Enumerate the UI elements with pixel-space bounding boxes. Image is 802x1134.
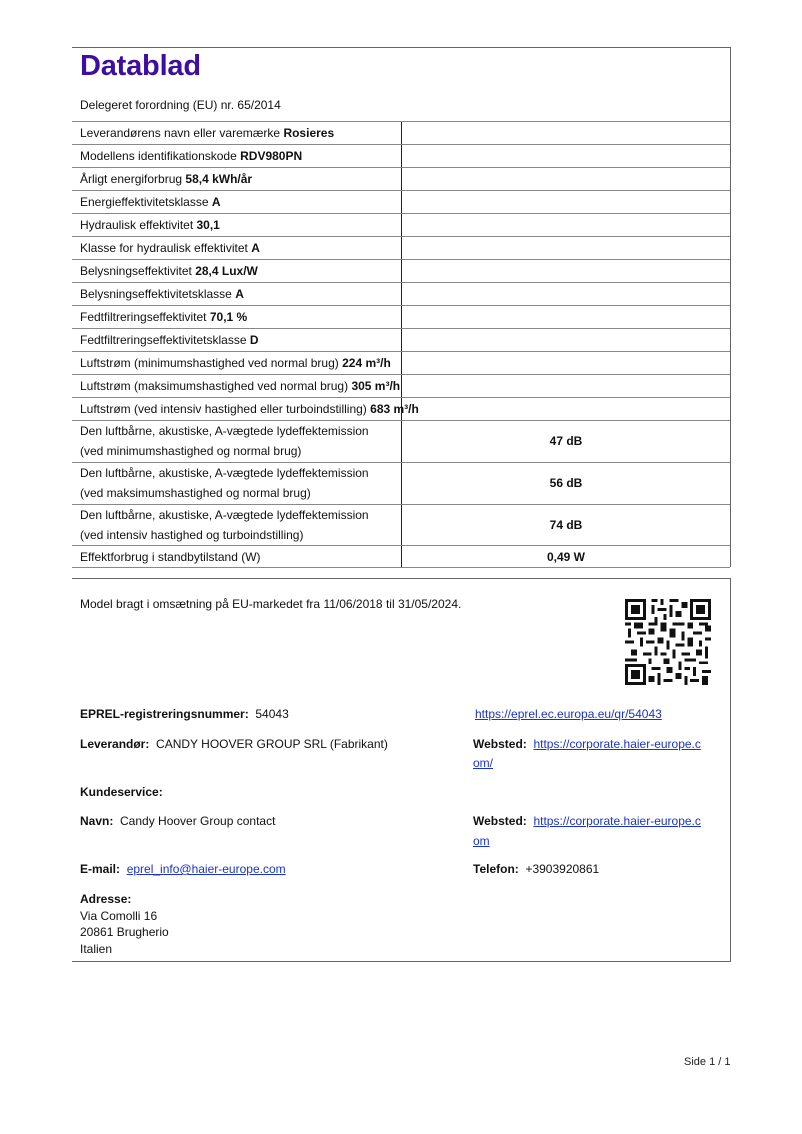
table-bottom-border: [72, 567, 730, 568]
table-row-noise: [72, 462, 730, 504]
contact-name-field: [80, 814, 275, 828]
address-label: Adresse:: [80, 892, 132, 906]
table-row: [72, 121, 730, 144]
cs-website-link-cont[interactable]: om: [473, 834, 490, 848]
row-value: A: [235, 287, 244, 301]
table-row: [72, 374, 730, 397]
row-label: Fedtfiltreringseffektivitet: [80, 310, 207, 324]
table-row: [72, 397, 730, 420]
table-row: [72, 351, 730, 374]
table-row: [72, 213, 730, 236]
row-value: D: [249, 333, 259, 347]
row-label: Effektforbrug i standbytilstand (W): [80, 550, 261, 564]
row-label: Luftstrøm (ved intensiv hastighed eller turboindstilling): [80, 402, 367, 416]
row-value: Rosieres: [283, 126, 335, 140]
customer-service-heading: [80, 785, 163, 799]
cs-website-link[interactable]: https://corporate.haier-europe.c: [533, 814, 701, 828]
address-line: 20861 Brugherio: [80, 925, 169, 939]
row-label-sub: (ved maksimumshastighed og normal brug): [80, 486, 311, 500]
datasheet-table-section: [72, 47, 731, 567]
table-row: [72, 282, 730, 305]
row-label: Leverandørens navn eller varemærke: [80, 126, 281, 140]
row-label: Luftstrøm (minimumshastighed ved normal brug): [80, 356, 339, 370]
table-row: [72, 328, 730, 351]
row-label: Den luftbårne, akustiske, A-vægtede lydeffektemission: [80, 508, 369, 522]
email-label: E-mail:: [80, 862, 121, 876]
supplier-website-link[interactable]: https://corporate.haier-europe.c: [533, 737, 701, 751]
row-value: 30,1: [196, 218, 220, 232]
supplier-info-section: [72, 578, 731, 962]
supplier-website-field: [473, 737, 701, 751]
row-label: Belysningseffektivitet: [80, 264, 192, 278]
eprel-label: EPREL-registreringsnummer:: [80, 707, 249, 721]
row-label: Modellens identifikationskode: [80, 149, 237, 163]
row-label: Belysningseffektivitetsklasse: [80, 287, 232, 301]
phone-label: Telefon:: [473, 862, 519, 876]
phone-number: +3903920861: [525, 862, 600, 876]
row-value: 74 dB: [549, 518, 583, 532]
market-period-text: Model bragt i omsætning på EU-markedet fra 11/06/2018 til 31/05/2024.: [80, 597, 462, 611]
customer-service-label: Kundeservice:: [80, 785, 163, 799]
row-value: 224 m³/h: [342, 356, 391, 370]
cs-website-field: [473, 814, 701, 828]
address-heading: [80, 892, 131, 906]
row-value: 47 dB: [549, 434, 583, 448]
eprel-number: 54043: [255, 707, 289, 721]
row-label: Den luftbårne, akustiske, A-vægtede lydeffektemission: [80, 424, 369, 438]
row-value: A: [251, 241, 260, 255]
row-value: 56 dB: [549, 476, 583, 490]
eprel-link[interactable]: https://eprel.ec.europa.eu/qr/54043: [475, 707, 662, 721]
email-link[interactable]: eprel_info@haier-europe.com: [126, 862, 286, 876]
supplier-label: Leverandør:: [80, 737, 150, 751]
email-field: [80, 862, 286, 876]
table-row: [72, 190, 730, 213]
table-row: [72, 305, 730, 328]
row-label-sub: (ved intensiv hastighed og turboindstilling): [80, 528, 304, 542]
address-line: Via Comolli 16: [80, 909, 158, 923]
table-row-noise: [72, 420, 730, 462]
row-value: 58,4 kWh/år: [185, 172, 253, 186]
row-label: Energieffektivitetsklasse: [80, 195, 209, 209]
row-value: 0,49 W: [546, 550, 585, 564]
table-row: [72, 144, 730, 167]
row-label: Årligt energiforbrug: [80, 172, 183, 186]
table-row: [72, 236, 730, 259]
table-row: [72, 167, 730, 190]
name-label: Navn:: [80, 814, 114, 828]
supplier-name: CANDY HOOVER GROUP SRL (Fabrikant): [156, 737, 388, 751]
table-row-standby: [72, 545, 730, 568]
regulation-subtitle: Delegeret forordning (EU) nr. 65/2014: [80, 98, 281, 112]
phone-field: [473, 862, 599, 876]
row-label: Den luftbårne, akustiske, A-vægtede lydeffektemission: [80, 466, 369, 480]
contact-name: Candy Hoover Group contact: [120, 814, 276, 828]
row-value: A: [211, 195, 221, 209]
row-value: RDV980PN: [240, 149, 303, 163]
row-value: 305 m³/h: [351, 379, 401, 393]
qr-code-icon[interactable]: [625, 599, 711, 685]
table-row-noise: [72, 504, 730, 546]
row-label: Klasse for hydraulisk effektivitet: [80, 241, 248, 255]
website-label: Websted:: [473, 737, 527, 751]
row-label: Fedtfiltreringseffektivitetsklasse: [80, 333, 247, 347]
supplier-field: [80, 737, 388, 751]
table-row: [72, 259, 730, 282]
row-label: Luftstrøm (maksimumshastighed ved normal brug): [80, 379, 349, 393]
row-value: 70,1 %: [209, 310, 248, 324]
website-label: Websted:: [473, 814, 527, 828]
row-value: 683 m³/h: [370, 402, 419, 416]
address-line: Italien: [80, 942, 113, 956]
page-title: Datablad: [80, 50, 201, 82]
eprel-field: [80, 707, 289, 721]
row-value: 28,4 Lux/W: [195, 264, 258, 278]
row-label-sub: (ved minimumshastighed og normal brug): [80, 444, 302, 458]
row-label: Hydraulisk effektivitet: [80, 218, 194, 232]
page-number: Side 1 / 1: [684, 1056, 731, 1068]
supplier-website-link-cont[interactable]: om/: [473, 756, 494, 770]
